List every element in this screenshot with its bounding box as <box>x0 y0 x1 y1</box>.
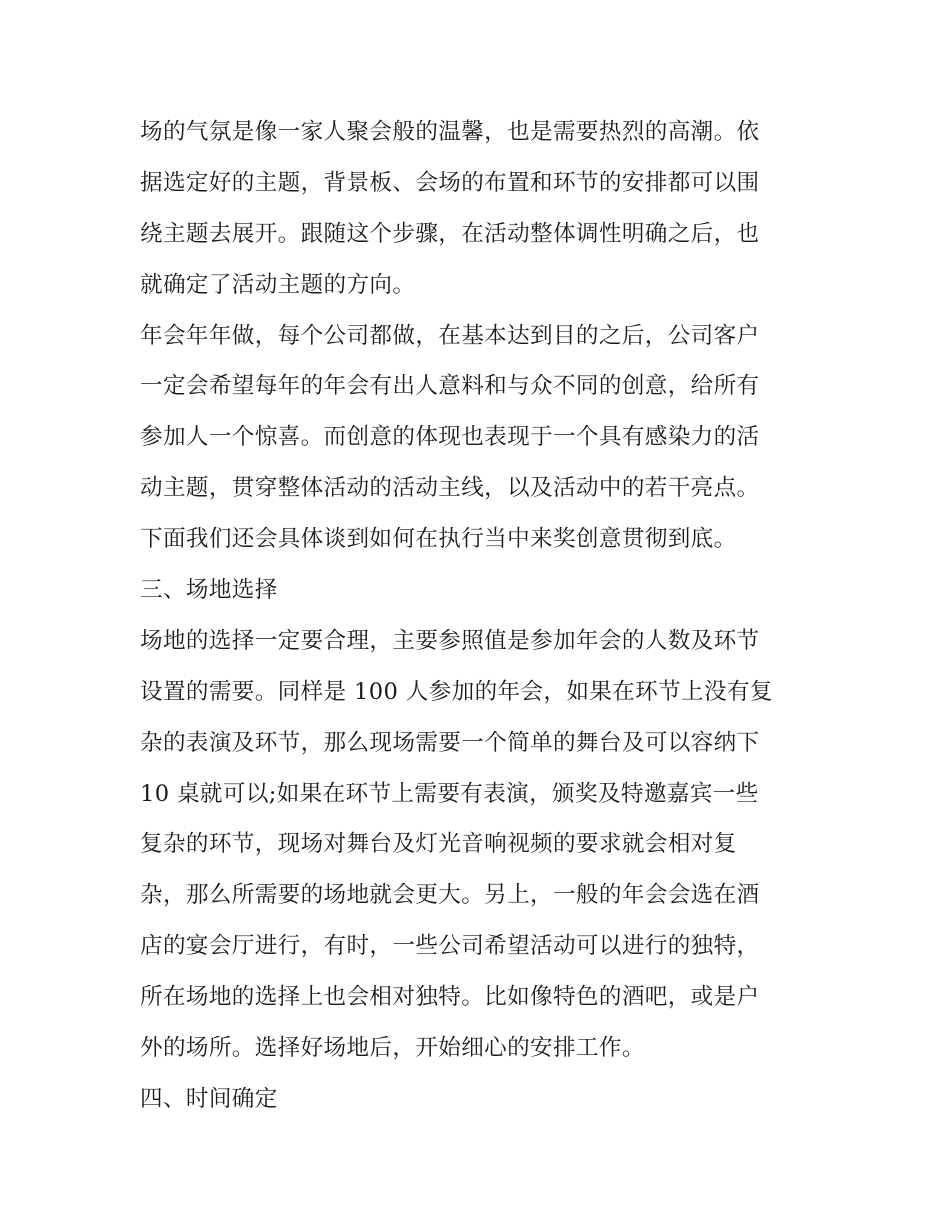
text-line: 10 桌就可以;如果在环节上需要有表演，颁奖及特邀嘉宾一些 <box>140 780 759 807</box>
text-line: 店的宴会厅进行，有时，一些公司希望活动可以进行的独特， <box>140 933 760 960</box>
text-line: 设置的需要。同样是 100 人参加的年会，如果在环节上没有复 <box>140 678 773 705</box>
text-line: 所在场地的选择上也会相对独特。比如像特色的酒吧，或是户 <box>140 984 760 1011</box>
document-body <box>140 107 812 1125</box>
text-line: 杂的表演及环节，那么现场需要一个简单的舞台及可以容纳下 <box>140 729 760 756</box>
text-line: 参加人一个惊喜。而创意的体现也表现于一个具有感染力的活 <box>140 424 760 451</box>
text-line: 就确定了活动主题的方向。 <box>140 271 416 298</box>
paragraph-annual-meeting-creativity <box>140 311 812 565</box>
text-line: 复杂的环节，现场对舞台及灯光音响视频的要求就会相对复 <box>140 831 737 858</box>
text-line: 年会年年做，每个公司都做，在基本达到目的之后，公司客户 <box>140 322 760 349</box>
text-line: 场的气氛是像一家人聚会般的温馨，也是需要热烈的高潮。依 <box>140 119 760 145</box>
text-line: 绕主题去展开。跟随这个步骤，在活动整体调性明确之后，也 <box>140 220 760 247</box>
text-line: 场地的选择一定要合理，主要参照值是参加年会的人数及环节 <box>140 627 760 654</box>
text-line: 外的场所。选择好场地后，开始细心的安排工作。 <box>140 1035 645 1062</box>
text-line: 一定会希望每年的年会有出人意料和与众不同的创意，给所有 <box>140 373 760 400</box>
section-heading-time-confirmation: 四、时间确定 <box>140 1085 278 1112</box>
text-line: 据选定好的主题，背景板、会场的布置和环节的安排都可以围 <box>140 169 760 196</box>
text-line: 动主题，贯穿整体活动的活动主线，以及活动中的若干亮点。 <box>140 475 760 502</box>
paragraph-venue-atmosphere <box>140 107 812 311</box>
text-line: 下面我们还会具体谈到如何在执行当中来奖创意贯彻到底。 <box>140 526 737 553</box>
paragraph-venue-selection <box>140 616 812 1074</box>
section-heading-venue-selection: 三、场地选择 <box>140 577 278 604</box>
text-line: 杂，那么所需要的场地就会更大。另上，一般的年会会选在酒 <box>140 882 760 909</box>
